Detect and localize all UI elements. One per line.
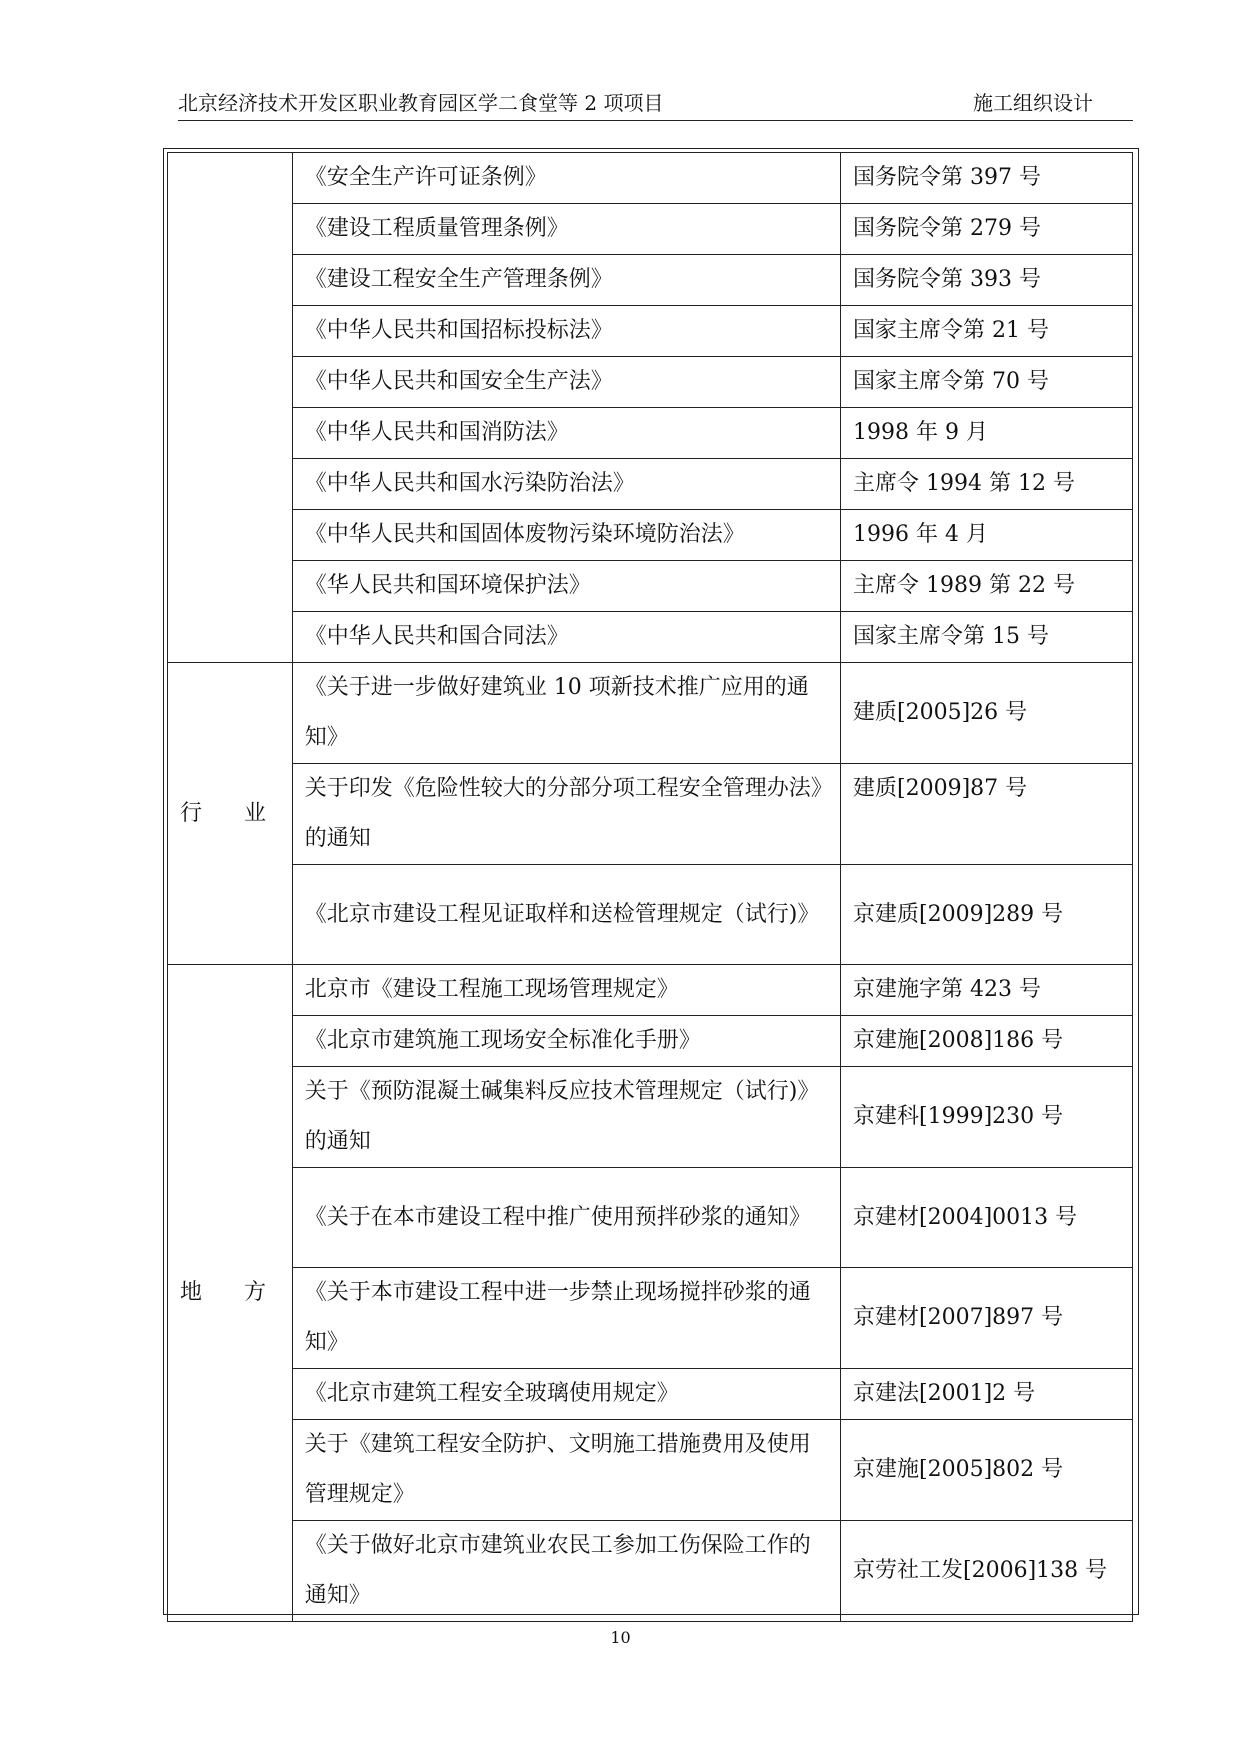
regulation-name: 《建设工程质量管理条例》 [292,204,840,255]
table-row [168,357,1133,408]
table-row [168,965,1133,1016]
table-row [168,1420,1133,1521]
regulation-name: 关于《预防混凝土碱集料反应技术管理规定（试行)》的通知 [292,1067,840,1168]
table-row [168,1521,1133,1622]
table-row [168,1268,1133,1369]
regulation-code: 建质[2005]26 号 [841,663,1133,764]
regulation-code: 国家主席令第 15 号 [841,612,1133,663]
table-row [168,1369,1133,1420]
regulation-code: 京建科[1999]230 号 [841,1067,1133,1168]
regulation-name: 《中华人民共和国招标投标法》 [292,306,840,357]
regulation-code: 国务院令第 279 号 [841,204,1133,255]
page-number: 10 [610,1628,631,1647]
regulation-name: 《安全生产许可证条例》 [292,153,840,204]
table-row [168,1168,1133,1268]
page-header [178,86,1133,121]
regulation-name: 《华人民共和国环境保护法》 [292,561,840,612]
regulation-name: 《关于进一步做好建筑业 10 项新技术推广应用的通知》 [292,663,840,764]
regulation-code: 京建材[2004]0013 号 [841,1168,1133,1268]
regulation-code: 1996 年 4 月 [841,510,1133,561]
table-row [168,663,1133,764]
regulation-code: 主席令 1989 第 22 号 [841,561,1133,612]
table-row [168,306,1133,357]
table-row [168,1016,1133,1067]
regulation-name: 《中华人民共和国消防法》 [292,408,840,459]
table-row [168,1067,1133,1168]
regulation-code: 国家主席令第 70 号 [841,357,1133,408]
regulation-name: 关于印发《危险性较大的分部分项工程安全管理办法》的通知 [292,764,840,865]
regulation-name: 关于《建筑工程安全防护、文明施工措施费用及使用管理规定》 [292,1420,840,1521]
category-cell [168,153,293,663]
regulation-name: 《中华人民共和国水污染防治法》 [292,459,840,510]
regulations-table [167,152,1133,1622]
regulation-name: 《北京市建筑施工现场安全标准化手册》 [292,1016,840,1067]
regulation-name: 《关于做好北京市建筑业农民工参加工伤保险工作的通知》 [292,1521,840,1622]
table-row [168,764,1133,865]
document-type: 施工组织设计 [973,91,1093,115]
table-row [168,153,1133,204]
regulation-name: 北京市《建设工程施工现场管理规定》 [292,965,840,1016]
regulation-code: 京建施[2005]802 号 [841,1420,1133,1521]
category-char: 业 [243,800,266,826]
regulation-code: 国务院令第 393 号 [841,255,1133,306]
regulation-code: 1998 年 9 月 [841,408,1133,459]
regulation-name: 《中华人民共和国安全生产法》 [292,357,840,408]
category-cell [168,965,293,1622]
regulation-code: 京劳社工发[2006]138 号 [841,1521,1133,1622]
category-char: 方 [243,1280,266,1305]
category-char: 行 [180,800,203,826]
category-label [180,789,266,839]
regulation-name: 《北京市建筑工程安全玻璃使用规定》 [292,1369,840,1420]
regulation-code: 京建施字第 423 号 [841,965,1133,1016]
regulation-code: 主席令 1994 第 12 号 [841,459,1133,510]
regulation-code: 建质[2009]87 号 [841,764,1133,865]
table-row [168,255,1133,306]
regulation-name: 《关于本市建设工程中进一步禁止现场搅拌砂浆的通知》 [292,1268,840,1369]
regulation-name: 《中华人民共和国合同法》 [292,612,840,663]
regulation-code: 京建质[2009]289 号 [841,865,1133,965]
table-row [168,510,1133,561]
regulation-code: 京建施[2008]186 号 [841,1016,1133,1067]
regulation-name: 《中华人民共和国固体废物污染环境防治法》 [292,510,840,561]
project-title: 北京经济技术开发区职业教育园区学二食堂等 2 项项目 [178,91,664,115]
table-row [168,561,1133,612]
regulation-name: 《北京市建设工程见证取样和送检管理规定（试行)》 [292,865,840,965]
regulation-code: 京建材[2007]897 号 [841,1268,1133,1369]
table-row [168,459,1133,510]
regulation-code: 国家主席令第 21 号 [841,306,1133,357]
regulation-name: 《建设工程安全生产管理条例》 [292,255,840,306]
table-row [168,408,1133,459]
regulations-table-frame [163,148,1139,1615]
table-row [168,865,1133,965]
regulation-code: 国务院令第 397 号 [841,153,1133,204]
category-cell [168,663,293,965]
regulation-code: 京建法[2001]2 号 [841,1369,1133,1420]
table-row [168,612,1133,663]
category-char: 地 [180,1280,203,1305]
regulation-name: 《关于在本市建设工程中推广使用预拌砂浆的通知》 [292,1168,840,1268]
table-row [168,204,1133,255]
category-label [180,1268,266,1318]
